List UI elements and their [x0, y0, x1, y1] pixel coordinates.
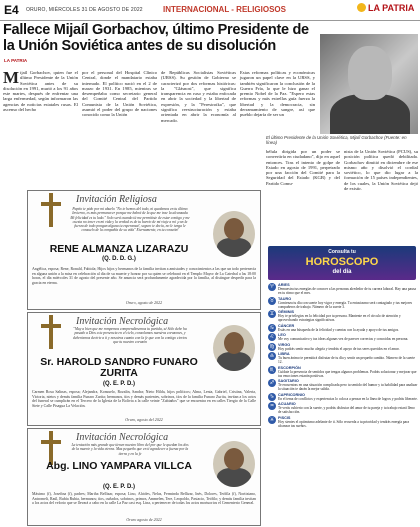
article-column: nista de la Unión Soviética (PCUS), su posición política quedó debilitada. Gorbachov dimitió en diciembre de ese mismo año y disolvió el cordial soviético, lo que dio lugar a la formación de 15 países independientes, de los cuales, la Unión Soviética dejó de existir. [344, 149, 418, 192]
rest-in-peace: (Q. E. P. D.) [103, 381, 135, 387]
zodiac-sign-icon: ♍ [269, 343, 275, 350]
zodiac-sign-icon: ♋ [269, 324, 275, 331]
article-continuation [266, 149, 418, 191]
article-column: Estas reformas políticas y económicas jugaron un papel clave en la URSS, y también significaron la conclusión de la Guerra Fría, lo que le hizo ganar el premio Nobel de la Paz. "Espero estas reformas y más estrellas guía fuerza la libertad y la democracia, sin derramamiento de sangre, así que pueblo dejaría de ser un [240, 70, 315, 118]
cross-icon [38, 315, 64, 351]
sun-logo-icon [357, 3, 366, 12]
article-column: bélula dirigida por un poder se convertiría en ciudadano", dijo en aquel entonces. Tras el intento de golpe de Estado en agosto de 1991, perpetrado por una facción del Comité para la Seguridad del Estado (KGB) y del Partido Comu- [266, 149, 340, 186]
obituary-text: Carmen Rosa Salinas, esposa; Alejandra, Konsuelo, Rozalin, Sandra; Nieto Hilda, hijos políticos; Alma, Lenia, Gabriel, Cristina, Valeria, Victoria, nietos y demás familia Funaro Zurita; hermanos, tíos y demás parientes, sobrinos, tíos de la familia Funaro Zurita, invitan a los actos del funeral se cumplirán en el Tercero de la Iglesia de la Bolivia a la calle veinte "Zubiaños" que se encuentra en en calles Tiergio de la Calle Siete y Calle Pisagua La Velación. [32, 390, 256, 408]
obituary-date: Oruro, agosto del 2022 [125, 417, 163, 422]
horoscope-banner-day: del día [332, 269, 352, 275]
zodiac-sign-name: CAPRICORNIO [278, 392, 306, 397]
zodiac-item [268, 333, 418, 341]
zodiac-item [268, 379, 418, 391]
cross-icon [38, 193, 64, 229]
zodiac-sign-icon: ♓ [269, 416, 275, 423]
portrait-photo [213, 211, 255, 257]
article-column: Mijaíl Gorbachov, quien fue el último Presidente de la Unión Soviética antes de su disolución en 1991, murió a los 91 años este martes, después de enfrentar una larga enfermedad, según informaron las agencias de noticias estatales rusas. El ascenso del hecho [3, 70, 78, 113]
zodiac-prediction: Comienza tu día con suerte hoy vigor y energía. Tu entusiasmo será contagiado y tus mejores compañeros de trabajo. Número de la suerte 3. [278, 300, 413, 309]
zodiac-prediction: Hoy podrás sentir mucho alegría y tendrás el apoyo de tus seres queridos en el amor. [278, 346, 400, 351]
obituary-title: Invitación Necrológica [76, 432, 169, 443]
deceased-name: Abg. LINO YAMPARA VILLCA [46, 460, 192, 472]
gorbachov-photo [320, 34, 418, 134]
portrait-photo [213, 441, 255, 487]
zodiac-sign-icon: ♉ [269, 297, 275, 304]
zodiac-prediction: Hoy sientes el optimismo adelante de ti. Sólo recuerda a tu prioridad y tendrás energía para alcanzar tus sueños. [278, 419, 410, 428]
obituary-verse: La tentación más grande que tienen nuestro libro del por que le quedan los dos de la muerte y la vida eterna. Mas pequeño que en ti agradecer a fuerza por la tierra y en la fe [71, 443, 189, 456]
zodiac-sign-name: GÉMINIS [278, 310, 295, 314]
obituary-date: Oruro agosto de 2022 [126, 517, 162, 522]
zodiac-prediction: Demuestra tus energías de conocer a las personas alrededor de tu carrera laboral. Hay una pausa en tu ritmo que el mes. [278, 287, 417, 295]
zodiac-sign-name: SAGITARIO [278, 379, 299, 383]
obituary-verse: "Muy a bien que me rompemos comprendiesemos tu partida, sé Sólo debe ha pasado a Dios a tu presencia en el cielo, consolamos nuestros corazones, y deberiamos decirte a ti y nosotros cuanto con la fe que con la contigo ciertos que tu nuestro corazón [73, 327, 187, 344]
horoscope-title: HOROSCOPO [305, 256, 379, 268]
newspaper-logo: LA PATRIA [357, 3, 414, 13]
zodiac-list [268, 283, 418, 429]
date-line: ORURO, MIÉRCOLES 31 DE AGOSTO DE 2022 [26, 7, 143, 13]
zodiac-item [268, 402, 418, 414]
obituary-text: Angélica, esposa; Rene, Ronald, Fabiola; Hijos hijos y hermanos de la familia invitan a amistades y conocimientos a las que un todo pertenecía en alguna unión a la misa en celebración al dia de su muerte y honrar por su quien se celebrará en el Templo Mayor de La Catedral a las 18:00 horas, el día miércoles 31 de agosto del presente año. Se anuncia será profundamente agradecida por la familia, al distingue despedir para la gracia en eterna. [32, 267, 256, 285]
obituary-notice [27, 428, 261, 526]
zodiac-prediction: Estás en una búsqueda de la felicidad y cuentas con la ayuda y apoyo de tus amigos. [278, 327, 400, 332]
drop-cap: M [3, 70, 20, 87]
zodiac-sign-name: PISCIS [278, 415, 291, 420]
horoscope-section [266, 246, 418, 525]
article-column: por el personal del Hospital Clínico Central, donde el mandatario estaba internado. El político nació en el 2 de marzo de 1931. En 1985, mientras se desempeñaba como secretario general del Comité Central del Partido Comunista de la Unión Soviética, asumió el poder del grupo de naciones conocido como la Unión [82, 70, 157, 118]
obituary-title: Invitación Necrológica [76, 316, 169, 327]
zodiac-prediction: Te encuentras en una situación complicada pero tu sentido del humor y tu habilidad para analizar la situación te darán la mejor salida. [278, 383, 418, 391]
photo-caption: El último Presidente de la Unión Soviética, Mijaíl Gorbachov (Fuente: en línea) [266, 135, 407, 145]
article-headline: Fallece Mijaíl Gorbachov, último Presidente de la Unión Soviética antes de su disolución [3, 22, 309, 54]
zodiac-item [268, 366, 418, 378]
article-byline: LA PATRIA [4, 58, 28, 63]
section-title: INTERNACIONAL - RELIGIOSOS [163, 5, 286, 14]
zodiac-item [268, 310, 418, 322]
zodiac-sign-icon: ♊ [269, 311, 275, 317]
obituary-notice [27, 312, 261, 426]
rest-in-peace: (Q. E. P. D.) [103, 484, 135, 490]
zodiac-prediction: Tu buen ánimo te permitirá disfrutar de tu día y sentir un pequeño cambio. Número de la suerte 12. [278, 356, 415, 364]
zodiac-sign-name: ACUARIO [278, 402, 296, 406]
zodiac-item [268, 343, 418, 351]
horoscope-banner-sub: Consulta tu [328, 249, 356, 255]
zodiac-item [268, 352, 418, 364]
rest-in-peace: (Q. D. D. G.) [102, 256, 136, 262]
zodiac-item [268, 324, 418, 332]
zodiac-prediction: Cuídate la presencia de sentidos que tengas algunos problemas. Podrás solucionar y mejorar que tus emociones estarán positivas. [278, 369, 417, 378]
page-number: E4 [4, 3, 19, 17]
zodiac-sign-icon: ♌ [269, 334, 275, 340]
article-column: de Repúblicas Socialistas Soviéticas (URSS). Su gestión de Gobierno se caracterizó por dos reformas históricas: la "Glásnost", que significa transparencia en ruso y estaba enfocada en abrir la sociedad y la libertad de expresión, y la "Perestroika", que significa reestructuración y estaba orientada en abrir la economía al mercado. [161, 70, 236, 123]
zodiac-item [268, 393, 418, 401]
zodiac-prediction: Te verás cubierto con la suerte, y podrás disfrutar del amor de tu pareja y tu trabajo estará lleno de satisfacción. [278, 406, 415, 414]
zodiac-sign-name: ARIES [278, 283, 290, 287]
zodiac-sign-name: LEO [278, 333, 286, 337]
zodiac-sign-icon: ♏ [269, 366, 275, 373]
zodiac-sign-icon: ♒ [269, 403, 275, 409]
obituary-notice [27, 190, 261, 310]
zodiac-item [268, 297, 418, 309]
zodiac-item [268, 283, 418, 295]
obituary-text: Máximo (f), Josefina (f), padres; Martha Bellizar, esposa; Lino, Alcides, Nelas, Ferminda Bellizar, Inés, Dolores, Teófila (f), Nortiziano, Antromeli, Raúl, Rubía Rubia, hermanos; tíos, cuñados, sobrinos, primos, Ammelen, Tere, Leopoldo, Pastacio, Teófilo; y demás familia invitan a los actos del velorio que se llevará a cabo en la calle La Paz casi esq. Lina, a pertenecer de todas los actos mortuorios el Cementerio General. [32, 492, 256, 506]
obituary-verse: Papito te pido por mi abuelo "No te hemos del todo, ni quedamos en tu último Invierno, es más permanecer porque me habrá de la que me trae la alcanzada Mi felicidad es tu lado." Solo será cuando tú me permitiste de estar contigo y me cuesta no tener en mi vida y la verdad es de tu barrio de mi viaje a mí ¡con la fuerza de todo pongan alguna tu esperanza!, seguro te decía, no le tenga le consuelo de la compañía de su vida" Eternamente, en tu corazón! [70, 207, 190, 233]
page-header [0, 0, 420, 21]
deceased-name: Sr. HAROLD SANDRO FUNARO ZURITA [40, 356, 198, 379]
zodiac-sign-name: ESCORPIÓN [278, 365, 301, 370]
zodiac-sign-name: TAURO [278, 296, 292, 301]
obituary-date: Oruro, agosto de 2022 [125, 300, 163, 305]
zodiac-item [268, 416, 418, 428]
zodiac-sign-icon: ♐ [269, 380, 275, 386]
zodiac-sign-icon: ♈ [269, 284, 275, 290]
zodiac-prediction: Hoy te privilegios en la felicidad por tu persona. Mantente en el círculo de atención y aprovechando estrategias significativas. [278, 314, 401, 322]
zodiac-sign-icon: ♎ [269, 353, 275, 359]
zodiac-sign-icon: ♑ [269, 393, 275, 400]
zodiac-prediction: Me voy comunicativo y tus ideas algunas vez de parecer correctas y conocidas en persona. [278, 337, 409, 341]
deceased-name: RENE ALMANZA LIZARAZU [49, 243, 189, 255]
zodiac-prediction: En el tema de conflictos y experiencias lo coloca a pensar en la línea de logros y podrás liberarte. [278, 396, 418, 401]
zodiac-sign-name: VIRGO [278, 342, 291, 347]
portrait-photo [213, 325, 255, 371]
zodiac-sign-name: CÁNCER [278, 323, 295, 328]
zodiac-sign-name: LIBRA [278, 352, 290, 356]
obituary-title: Invitación Religiosa [76, 194, 157, 205]
